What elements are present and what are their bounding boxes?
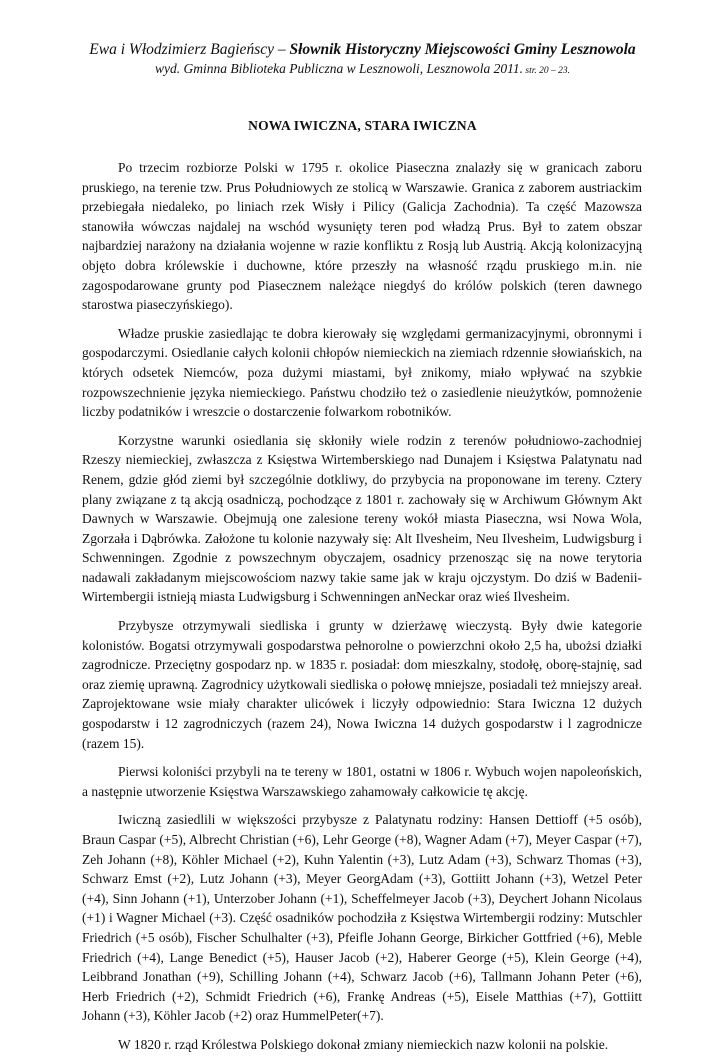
authors: Ewa i Włodzimierz Bagieńscy bbox=[89, 41, 274, 58]
paragraph-3: Korzystne warunki osiedlania się skłoniły wiele rodzin z terenów południowo-zachodniej Rzeszy niemieckiej, zwłaszcza z Księstwa Wirtemberskiego nad Dunajem i Księstwa Palatynatu nad Renem, gdzie głód ziemi był szczególnie dotkliwy, do przybycia na proponowane im tereny. Cztery plany związane z tą akcją osadniczą, pochodzące z 1801 r. zachowały się w Archiwum Głównym Akt Dawnych w Warszawie. Obejmują one zalesione tereny wokół miasta Piaseczna, wsi Nowa Wola, Zgorzała i Dąbrówka. Założone tu kolonie nazywały się: Alt Ilvesheim, Neu Ilvesheim, Ludwigsburg i Schwenningen. Zgodnie z powszechnym obyczajem, osadnicy przenosząc się na nowe terytoria nadawali zakładanym miejscowościom nazwy takie same jak w kraju ojczystym. Do dziś w Badenii-Wirtembergii istnieją miasta Ludwigsburg i Schwenningen anNeckar oraz wieś Ilvesheim. bbox=[82, 432, 642, 605]
article-title: NOWA IWICZNA, STARA IWICZNA bbox=[248, 118, 477, 133]
paragraph-4: Przybysze otrzymywali siedliska i grunty w dzierżawę wieczystą. Były dwie kategorie kolonistów. Bogatsi otrzymywali gospodarstwa pełnorolne o powierzchni około 2,5 ha, ubożsi działki zagrodnicze. Przeciętny gospodarz np. w 1835 r. posiadał: dom mieszkalny, stodołę, oborę-stajnię, sad oraz ziemię uprawną. Zagrodnicy użytkowali siedliska o połowę mniejsze, posiadali też mniejszy areał. Zaprojektowane wsie miały charakter ulicówek i liczyły odpowiednio: Stara Iwiczna 12 dużych gospodarstw i 12 zagrodniczych (razem 24), Nowa Iwiczna 14 dużych gospodarstw i l zagrodnicze (razem 15). bbox=[82, 618, 642, 751]
paragraph-6: Iwiczną zasiedlili w większości przybysze z Palatynatu rodziny: Hansen Dettioff (+5 osób), Braun Caspar (+5), Albrecht Christian (+6), Lehr George (+8), Wagner Adam (+7), Meyer Caspar (+7), Zeh Johann (+8), Köhler Michael (+2), Kuhn Yalentin (+3), Lutz Adam (+3), Schwarz Thomas (+3), Schwarz Emst (+2), Lutz Johann (+3), Meyer GeorgAdam (+3), Gottiitt Johann (+3), Wetzel Peter (+4), Sinn Johann (+1), Unterzober Johann (+1), Scheffelmeyer Jacob (+3), Deychert Johann Nicolaus (+1) i Wagner Michael (+3). Część osadników pochodziła z Księstwa Wirtembergii rodziny: Mutschler Friedrich (+5 osób), Fischer Schulhalter (+3), Pfeifle Johann George, Birkicher Gottfried (+6), Meble Friedrich (+4), Lange Benedict (+5), Hauser Jacob (+2), Haberer George (+5), Klein George (+4), Leibbrand Jonathan (+9), Schilling Johann (+4), Schwarz Jacob (+6), Tallmann Johann Peter (+6), Herb Friedrich (+2), Schmidt Friedrich (+6), Frankę Andreas (+5), Eisele Matthias (+7), Gottiitt Johann (+3), Köhler Jacob (+2) oraz HummelPeter(+7). bbox=[82, 812, 642, 1024]
page-header bbox=[0, 40, 725, 80]
publisher: wyd. Gminna Biblioteka Publiczna w Lesznowoli, Lesznowola 2011. bbox=[155, 61, 524, 76]
citation-line bbox=[0, 40, 725, 60]
publisher-line bbox=[0, 60, 725, 80]
page-range: str. 20 – 23. bbox=[523, 66, 570, 76]
book-title: Słownik Historyczny Miejscowości Gminy Lesznowola bbox=[289, 41, 636, 58]
paragraph-1: Po trzecim rozbiorze Polski w 1795 r. okolice Piaseczna znalazły się w granicach zaboru pruskiego, na terenie tzw. Prus Południowych ze stolicą w Warszawie. Granica z zaborem austriackim przebiegała niedaleko, po liniach rzek Wisły i Pilicy (Galicja Zachodnia). Ta część Mazowsza stanowiła wówczas najdalej na wschód wysunięty teren pod władzą Prus. Był to zatem obszar najbardziej narażony na działania wojenne w razie konfliktu z Rosją lub Austrią. Akcją kolonizacyjną objęto dobra królewskie i duchowne, które przeszły na własność rządu pruskiego m.in. nie zagospodarowane grunty pod Piasecznem należące niegdyś do królów polskich (teren dawnego starostwa piaseczyńskiego). bbox=[82, 160, 642, 313]
paragraph-2: Władze pruskie zasiedlając te dobra kierowały się względami germanizacyjnymi, obronnymi i gospodarczymi. Osiedlanie całych kolonii chłopów niemieckich na ziemiach rdzennie słowiańskich, na których odsetek Niemców, poza dużymi miastami, był znikomy, miało wpływać na szybkie rozpowszechnienie języka niemieckiego. Państwu chodziło też o zasiedlenie nieużytków, pomnożenie liczby podatników i wreszcie o dostarczenie folwarkom robotników. bbox=[82, 325, 642, 420]
article-body bbox=[82, 158, 642, 1064]
paragraph-5: Pierwsi koloniści przybyli na te tereny w 1801, ostatni w 1806 r. Wybuch wojen napoleońskich, a następnie utworzenie Księstwa Warszawskiego zahamowały całkowicie tę akcję. bbox=[82, 764, 642, 799]
citation-dash: – bbox=[273, 41, 290, 58]
paragraph-7: W 1820 r. rząd Królestwa Polskiego dokonał zmiany niemieckich nazw kolonii na polskie. bbox=[118, 1036, 609, 1052]
